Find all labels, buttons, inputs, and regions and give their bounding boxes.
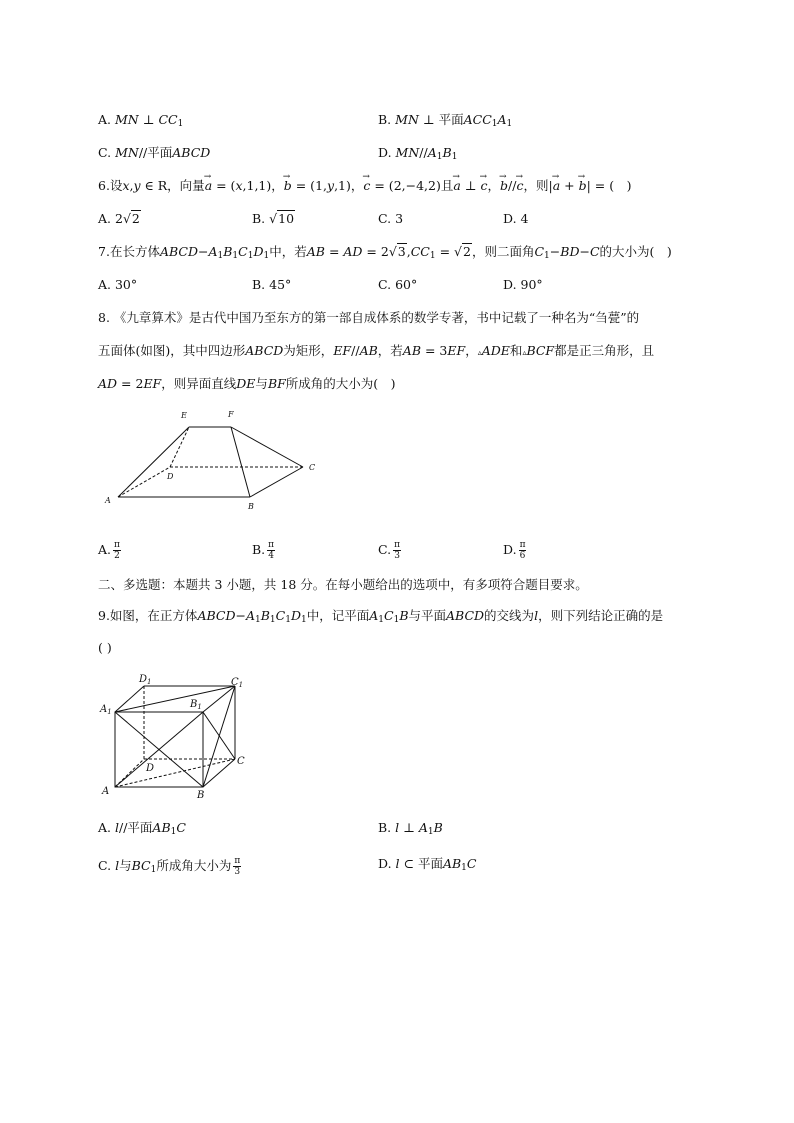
q9-label-b1: $B_1$ [190, 699, 202, 711]
q9-label-c1: $C_1$ [231, 677, 244, 689]
q9-label-a1: $A_1$ [100, 704, 112, 716]
q8-label-f: F [228, 410, 234, 419]
q7-option-d[interactable]: D. 90° [503, 277, 543, 292]
q9-option-b[interactable]: B. l ⊥ $A_1B$ [378, 820, 443, 837]
q8-option-c[interactable]: C. $\frac{\pi}{3}$ [378, 540, 401, 561]
q9-label-c: C [237, 756, 245, 767]
q8-stem-line1: 8. 《九章算术》是古代中国乃至东方的第一部自成体系的数学专著，书中记载了一种名为“刍甍”的 [98, 310, 640, 325]
q7-option-a[interactable]: A. 30° [98, 277, 138, 292]
q8-stem-line3: AD = 2EF，则异面直线DE与BF所成角的大小为( ) [98, 376, 396, 391]
q5-option-b[interactable]: B. MN ⊥ 平面$ACC_1A_1$ [378, 112, 513, 129]
q8-option-b[interactable]: B. $\frac{\pi}{4}$ [252, 540, 275, 561]
q9-option-c[interactable]: C. l与$BC_1$所成角大小为 $\frac{\pi}{3}$ [98, 856, 241, 877]
q6-option-c[interactable]: C. 3 [378, 211, 404, 226]
q9-option-a[interactable]: A. l//平面$AB_1C$ [98, 820, 186, 837]
q9-option-d[interactable]: D. l ⊂ 平面$AB_1C$ [378, 856, 477, 873]
q8-label-e: E [181, 411, 187, 420]
q6-option-d[interactable]: D. 4 [503, 211, 529, 226]
q9-label-d: D [146, 763, 155, 774]
q8-stem-line2: 五面体(如图)，其中四边形ABCD为矩形，EF//AB，若AB = 3EF，▵ADE和▵BCF都是正三角形，且 [98, 343, 655, 358]
q9-stem-bracket: ( ) [98, 640, 112, 655]
q9-label-a: A [102, 786, 110, 797]
q7-option-b[interactable]: B. 45° [252, 277, 292, 292]
q6-stem: 6.设x,y ∈ R，向量→ a = (x,1,1)，→ b = (1,y,1)，→ c = (2,−4,2)且→ a ⊥ → c，→ b//→ c，则|→ a + → b| = ( ) [98, 178, 632, 194]
q8-figure [100, 405, 330, 515]
q6-option-b[interactable]: B. √10 [252, 211, 295, 226]
q7-stem: 7.在长方体$ABCD-A_1B_1C_1D_1$中，若AB = AD = $2√3,CC_1 = √2$，则二面角$C_1-BD-C$的大小为( ) [98, 244, 672, 261]
q8-label-c: C [309, 463, 316, 472]
q5-option-d[interactable]: D. $MN//A_1B_1$ [378, 145, 458, 162]
q5-option-c[interactable]: C. MN//平面ABCD [98, 145, 211, 160]
q8-label-b: B [248, 502, 254, 511]
q8-label-a: A [105, 496, 111, 505]
q8-option-a[interactable]: A. $\frac{\pi}{2}$ [98, 540, 120, 561]
q9-figure [98, 670, 258, 805]
q6-option-a[interactable]: A. 2√2 [98, 211, 140, 226]
q7-option-c[interactable]: C. 60° [378, 277, 418, 292]
q8-option-d[interactable]: D. $\frac{\pi}{6}$ [503, 540, 526, 561]
q5-option-a[interactable]: A. MN ⊥ $CC_1$ [98, 112, 184, 129]
q8-label-d: D [167, 472, 174, 481]
section-2-header: 二、多选题：本题共 3 小题，共 18 分。在每小题给出的选项中，有多项符合题目要求。 [98, 577, 588, 592]
q9-label-d1: $D_1$ [139, 674, 152, 686]
q9-label-b: B [197, 790, 205, 801]
q9-stem-line1: 9.如图，在正方体$ABCD-A_1B_1C_1D_1$中，记平面$A_1C_1B$与平面ABCD的交线为l，则下列结论正确的是 [98, 608, 664, 625]
